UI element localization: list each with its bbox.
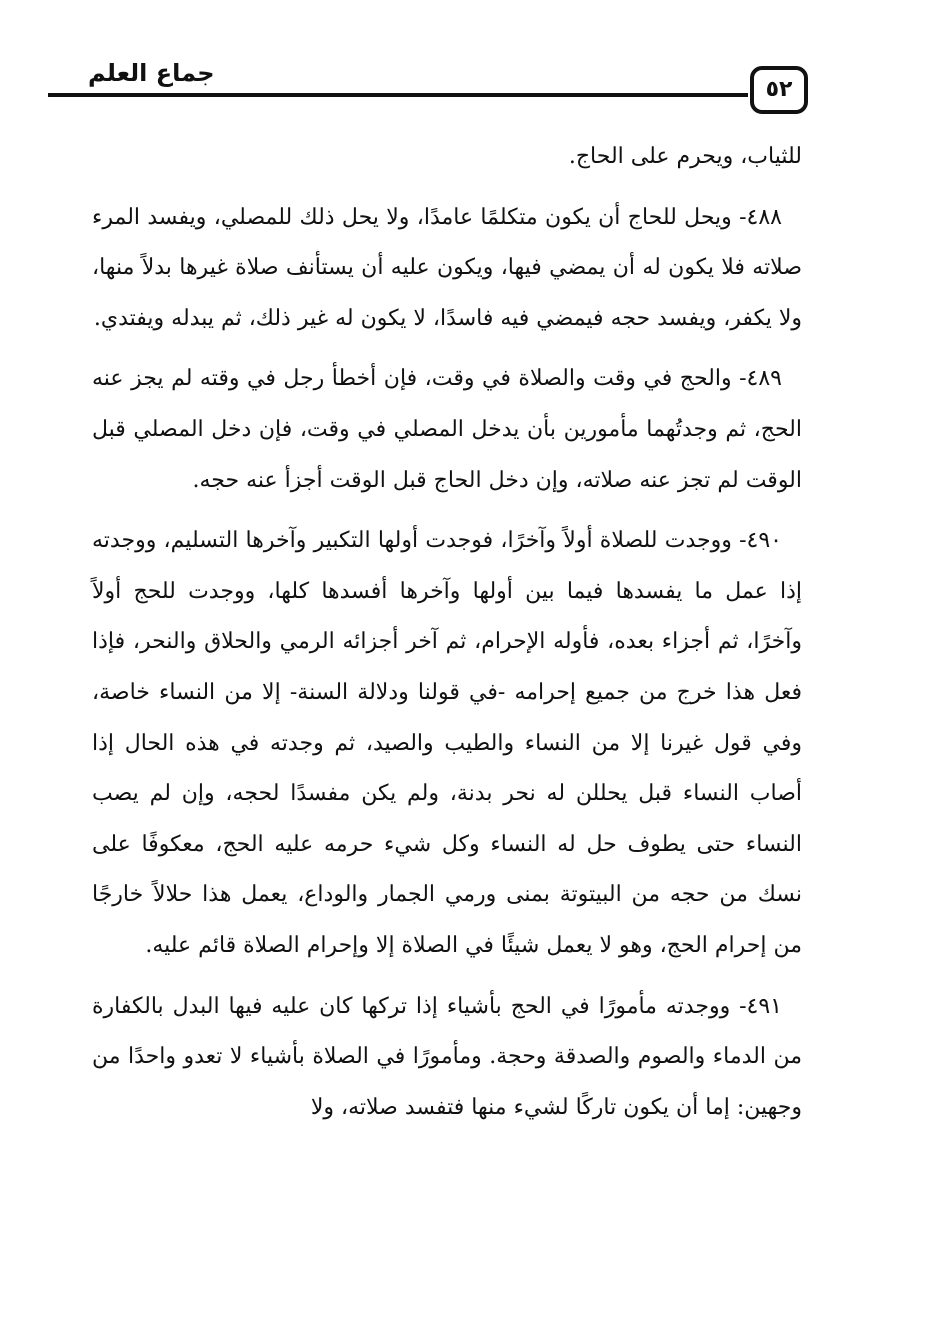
paragraph-number: ٤٩٠ — [746, 528, 782, 554]
paragraph-text: - ويحل للحاج أن يكون متكلمًا عامدًا، ولا يحل ذلك للمصلي، ويفسد المرء صلاته فلا يكون له أن يمضي فيها، ويكون عليه أن يستأنف صلاة غيرها بدلاً منها، ولا يكفر، ويفسد حجه فيمضي فيه فاسدًا، لا يكون له غير ذلك، ثم يبدله ويفتدي. — [92, 204, 802, 331]
paragraph-text: - ووجدت للصلاة أولاً وآخرًا، فوجدت أولها التكبير وآخرها التسليم، ووجدته إذا عمل ما يفسدها فيما بين أولها وآخرها أفسدها كلها، ووجدت للحج أولاً وآخرًا، ثم أجزاء بعده، فأوله الإحرام، ثم آخر أجزائه الرمي والحلاق والنحر، فإذا فعل هذا خرج من جميع إحرامه -في قولنا ودلالة السنة- إلا من النساء خاصة، وفي قول غيرنا إلا من النساء والطيب والصيد، ثم وجدته في هذه الحال إذا أصاب النساء قبل يحللن له نحر بدنة، ولم يكن مفسدًا لحجه، وإن لم يصب النساء حتى يطوف حل له النساء وكل شيء حرمه عليه الحج، معكوفًا على نسك من حجه من البيتوتة بمنى ورمي الجمار والوداع، يعمل هذا حلالاً خارجًا من إحرام الحج، وهو لا يعمل شيئًا في الصلاة إلا وإحرام الصلاة قائم عليه. — [92, 528, 802, 958]
paragraph-490 — [92, 516, 802, 971]
paragraph-number: ٤٨٩ — [746, 366, 782, 392]
continuation-text: للثياب، ويحرم على الحاج. — [568, 144, 802, 169]
paragraph-text: - ووجدته مأمورًا في الحج بأشياء إذا تركها كان عليه فيها البدل بالكفارة من الدماء والصوم والصدقة وحجة. ومأمورًا في الصلاة بأشياء لا تعدو واحدًا من وجهين: إما أن يكون تاركًا لشيء منها فتفسد صلاته، ولا — [92, 993, 802, 1120]
paragraph-489 — [92, 354, 802, 506]
page-number: ٥٢ — [750, 66, 808, 114]
paragraph-491 — [92, 982, 802, 1134]
paragraph-text: - والحج في وقت والصلاة في وقت، فإن أخطأ رجل في وقته لم يجز عنه الحج، ثم وجدتُهما مأمورين بأن يدخل المصلي في وقت، فإن دخل المصلي قبل الوقت لم تجز عنه صلاته، وإن دخل الحاج قبل الوقت أجزأ عنه حجه. — [92, 366, 802, 493]
paragraph-488 — [92, 193, 802, 345]
running-header — [48, 48, 808, 124]
header-rule — [48, 93, 748, 97]
paragraph-number: ٤٩١ — [746, 993, 782, 1019]
body-text — [92, 132, 802, 1133]
book-title: جماع العلم — [88, 59, 215, 87]
paragraph-number: ٤٨٨ — [746, 204, 782, 230]
